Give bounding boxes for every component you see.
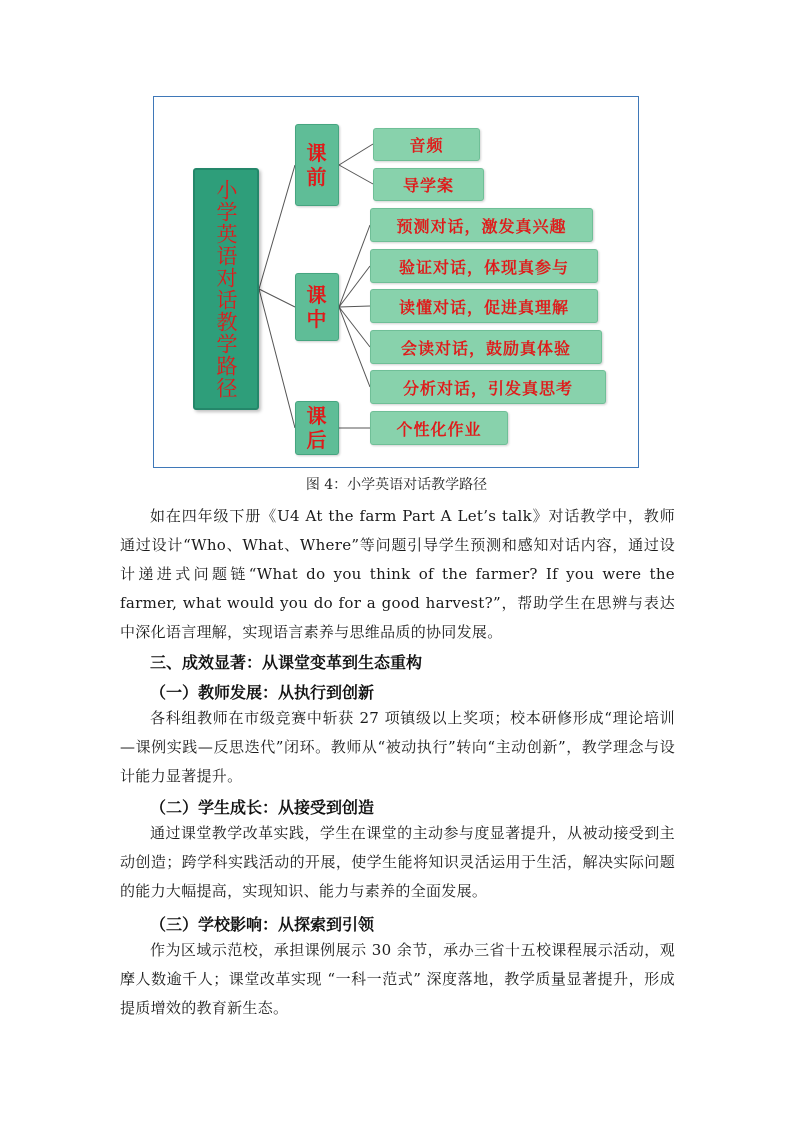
- leaf-analyze-dialogue: 分析对话，引发真思考: [370, 370, 606, 404]
- stage-label: 课 前: [306, 141, 328, 189]
- stage-label: 课 后: [306, 404, 328, 452]
- paragraph-school: 作为区域示范校，承担课例展示 30 余节，承办三省十五校课程展示活动，观摩人数逾千人；课堂改革实现 “一科一范式” 深度落地，教学质量显著提升，形成提质增效的教育新生态。: [120, 941, 675, 1017]
- leaf-verify-dialogue: 验证对话，体现真参与: [370, 249, 598, 283]
- subheading-school: （三）学校影响：从探索到引领: [150, 915, 375, 934]
- leaf-read-dialogue: 会读对话，鼓励真体验: [370, 330, 602, 364]
- paragraph-students: 通过课堂教学改革实践，学生在课堂的主动参与度显著提升，从被动接受到主动创造；跨学科实践活动的开展，使学生能将知识灵活运用于生活，解决实际问题的能力大幅提高，实现知识、能力与素养的全面发展。: [120, 824, 675, 900]
- subheading-students: （二）学生成长：从接受到创造: [150, 798, 375, 817]
- leaf-audio: 音频: [373, 128, 480, 161]
- stage-after-class: [295, 401, 339, 455]
- mind-map-figure: [153, 96, 639, 468]
- leaf-study-guide: 导学案: [373, 168, 484, 201]
- figure-caption: 图 4：小学英语对话教学路径: [305, 477, 488, 493]
- leaf-understand-dialogue: 读懂对话，促进真理解: [370, 289, 598, 323]
- subheading-teachers: （一）教师发展：从执行到创新: [150, 683, 375, 702]
- stage-before-class: [295, 124, 339, 206]
- leaf-predict-dialogue: 预测对话，激发真兴趣: [370, 208, 593, 242]
- stage-in-class: [295, 273, 339, 341]
- stage-label: 课 中: [306, 283, 328, 331]
- paragraph-example: 如在四年级下册《U4 At the farm Part A Let’s talk》对话教学中，教师通过设计“Who、What、Where”等问题引导学生预测和感知对话内容，通过设计递进式问题链“What do you think of the farmer? If you were the farmer, what would you do for a good harvest?”，帮助学生在思辨与表达中深化语言理解，实现语言素养与思维品质的协同发展。: [120, 507, 675, 641]
- root-node: 小学英语对话教学路径: [193, 168, 259, 410]
- paragraph-teachers: 各科组教师在市级竞赛中斩获 27 项镇级以上奖项；校本研修形成“理论培训—课例实践—反思迭代”闭环。教师从“被动执行”转向“主动创新”，教学理念与设计能力显著提升。: [120, 709, 675, 785]
- leaf-personalized-homework: 个性化作业: [370, 411, 508, 445]
- section-heading: 三、成效显著：从课堂变革到生态重构: [150, 653, 423, 672]
